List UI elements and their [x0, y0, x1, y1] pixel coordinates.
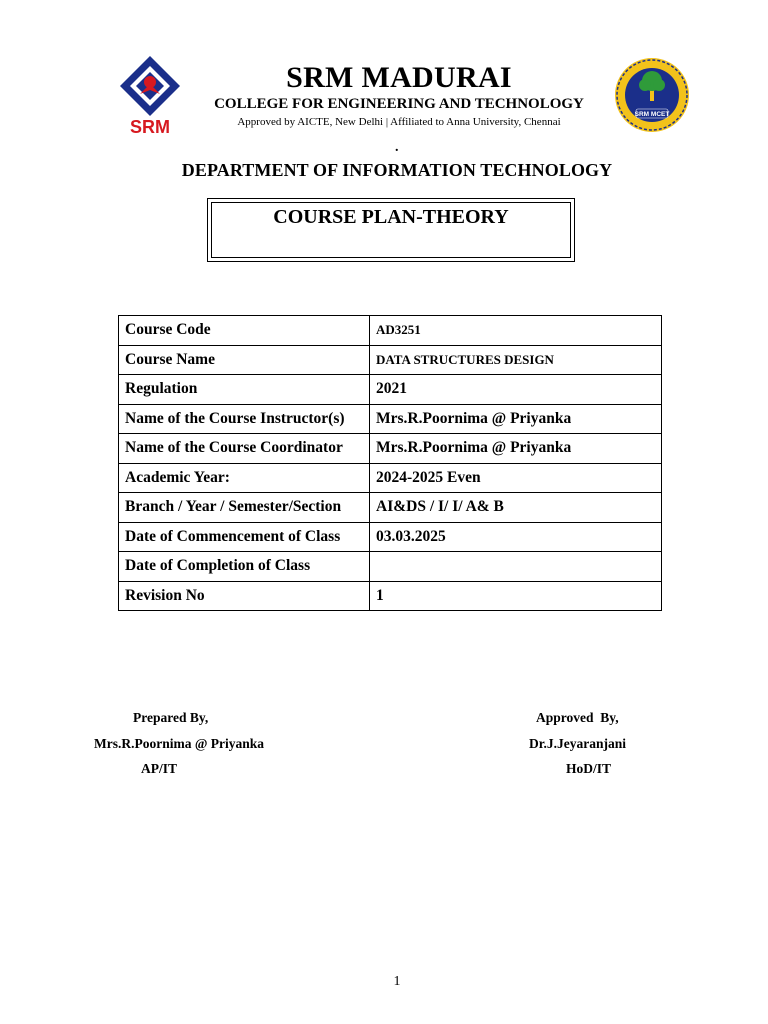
coordinator-value: Mrs.R.Poornima @ Priyanka — [370, 434, 662, 464]
stray-dot: . — [395, 140, 399, 155]
college-header — [118, 54, 692, 140]
table-row — [119, 463, 662, 493]
department-title: DEPARTMENT OF INFORMATION TECHNOLOGY — [181, 160, 613, 180]
table-row — [119, 581, 662, 611]
table-row — [119, 375, 662, 405]
college-approval: Approved by AICTE, New Delhi | Affiliated to Anna University, Chennai — [237, 116, 561, 128]
prepared-by-name: Mrs.R.Poornima @ Priyanka — [94, 736, 265, 751]
srm-logo-text: SRM — [130, 117, 170, 136]
table-row — [119, 493, 662, 523]
table-row — [119, 345, 662, 375]
college-title-block — [204, 62, 594, 129]
commencement-value: 03.03.2025 — [370, 522, 662, 552]
academic-year-value: 2024-2025 Even — [370, 463, 662, 493]
approved-by-name: Dr.J.Jeyaranjani — [529, 736, 626, 751]
instructor-label: Name of the Course Instructor(s) — [119, 404, 370, 434]
course-code-value: AD3251 — [370, 316, 662, 346]
course-name-value: DATA STRUCTURES DESIGN — [370, 345, 662, 375]
srm-mcet-seal — [614, 55, 690, 135]
completion-value — [370, 552, 662, 582]
prepared-by-heading: Prepared By, — [133, 710, 209, 725]
academic-year-label: Academic Year: — [119, 463, 370, 493]
branch-value: AI&DS / I/ I/ A& B — [370, 493, 662, 523]
commencement-label: Date of Commencement of Class — [119, 522, 370, 552]
table-row — [119, 404, 662, 434]
branch-label: Branch / Year / Semester/Section — [119, 493, 370, 523]
table-row — [119, 316, 662, 346]
table-row — [119, 434, 662, 464]
seal-text: SRM MCET — [634, 111, 670, 118]
revision-label: Revision No — [119, 581, 370, 611]
college-subtitle: COLLEGE FOR ENGINEERING AND TECHNOLOGY — [214, 96, 584, 112]
course-plan-title: COURSE PLAN-THEORY — [273, 206, 509, 228]
table-row — [119, 522, 662, 552]
regulation-label: Regulation — [119, 375, 370, 405]
revision-value: 1 — [370, 581, 662, 611]
completion-label: Date of Completion of Class — [119, 552, 370, 582]
table-row — [119, 552, 662, 582]
srm-logo — [118, 54, 182, 136]
page-number: 1 — [393, 974, 401, 989]
instructor-value: Mrs.R.Poornima @ Priyanka — [370, 404, 662, 434]
course-code-label: Course Code — [119, 316, 370, 346]
regulation-value: 2021 — [370, 375, 662, 405]
prepared-by-designation: AP/IT — [141, 761, 178, 776]
college-name: SRM MADURAI — [286, 61, 512, 94]
course-name-label: Course Name — [119, 345, 370, 375]
course-plan-title-box — [207, 198, 575, 262]
course-info-table — [118, 315, 662, 611]
approved-by-heading: Approved By, — [536, 710, 619, 725]
coordinator-label: Name of the Course Coordinator — [119, 434, 370, 464]
approved-by-designation: HoD/IT — [566, 761, 612, 776]
